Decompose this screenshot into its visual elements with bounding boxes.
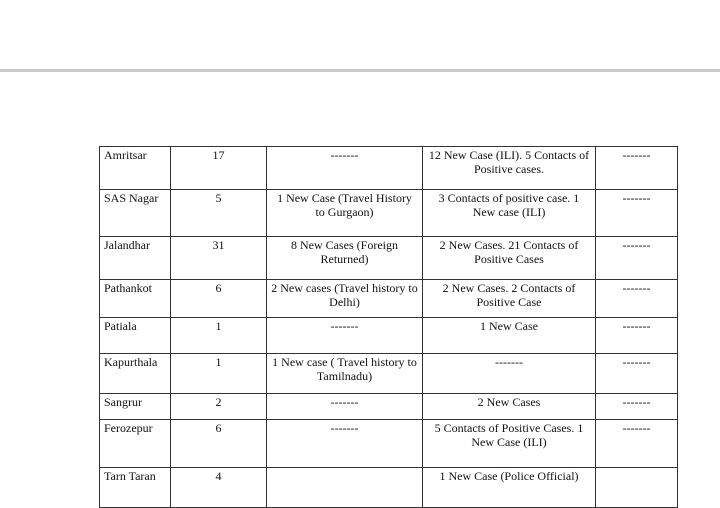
- table-row: [100, 394, 678, 420]
- other-cell: -------: [596, 354, 678, 394]
- district-cases-table: [99, 146, 678, 508]
- contacts-cell: 2 New Cases: [423, 394, 596, 420]
- total-cell: 31: [171, 237, 267, 280]
- total-cell: 2: [171, 394, 267, 420]
- district-cell: Patiala: [100, 318, 171, 354]
- district-cell: Ferozepur: [100, 420, 171, 468]
- new-cases-cell: 2 New cases (Travel history to Delhi): [267, 280, 423, 318]
- contacts-cell: 2 New Cases. 21 Contacts of Positive Cases: [423, 237, 596, 280]
- other-cell: -------: [596, 147, 678, 190]
- contacts-cell: 5 Contacts of Positive Cases. 1 New Case (ILI): [423, 420, 596, 468]
- new-cases-cell: -------: [267, 318, 423, 354]
- new-cases-cell: -------: [267, 394, 423, 420]
- other-cell: -------: [596, 394, 678, 420]
- district-cell: Amritsar: [100, 147, 171, 190]
- new-cases-cell: -------: [267, 147, 423, 190]
- contacts-cell: 12 New Case (ILI). 5 Contacts of Positive cases.: [423, 147, 596, 190]
- new-cases-cell: -------: [267, 420, 423, 468]
- other-cell: -------: [596, 318, 678, 354]
- district-cell: Kapurthala: [100, 354, 171, 394]
- table-row: [100, 468, 678, 508]
- district-cell: SAS Nagar: [100, 190, 171, 237]
- table-row: [100, 354, 678, 394]
- total-cell: 17: [171, 147, 267, 190]
- table-row: [100, 147, 678, 190]
- new-cases-cell: 1 New Case (Travel History to Gurgaon): [267, 190, 423, 237]
- contacts-cell: 1 New Case: [423, 318, 596, 354]
- total-cell: 1: [171, 318, 267, 354]
- total-cell: 5: [171, 190, 267, 237]
- contacts-cell: 1 New Case (Police Official): [423, 468, 596, 508]
- table-row: [100, 420, 678, 468]
- other-cell: -------: [596, 280, 678, 318]
- header-divider: [0, 69, 720, 72]
- table-row: [100, 190, 678, 237]
- table-row: [100, 237, 678, 280]
- other-cell: -------: [596, 190, 678, 237]
- contacts-cell: 2 New Cases. 2 Contacts of Positive Case: [423, 280, 596, 318]
- district-cell: Pathankot: [100, 280, 171, 318]
- contacts-cell: 3 Contacts of positive case. 1 New case (ILI): [423, 190, 596, 237]
- total-cell: 4: [171, 468, 267, 508]
- total-cell: 6: [171, 420, 267, 468]
- new-cases-cell: 1 New case ( Travel history to Tamilnadu): [267, 354, 423, 394]
- district-cell: Jalandhar: [100, 237, 171, 280]
- new-cases-cell: 8 New Cases (Foreign Returned): [267, 237, 423, 280]
- district-cell: Tarn Taran: [100, 468, 171, 508]
- table-row: [100, 318, 678, 354]
- total-cell: 6: [171, 280, 267, 318]
- other-cell: [596, 468, 678, 508]
- total-cell: 1: [171, 354, 267, 394]
- new-cases-cell: [267, 468, 423, 508]
- contacts-cell: -------: [423, 354, 596, 394]
- other-cell: -------: [596, 237, 678, 280]
- table-row: [100, 280, 678, 318]
- other-cell: -------: [596, 420, 678, 468]
- district-cell: Sangrur: [100, 394, 171, 420]
